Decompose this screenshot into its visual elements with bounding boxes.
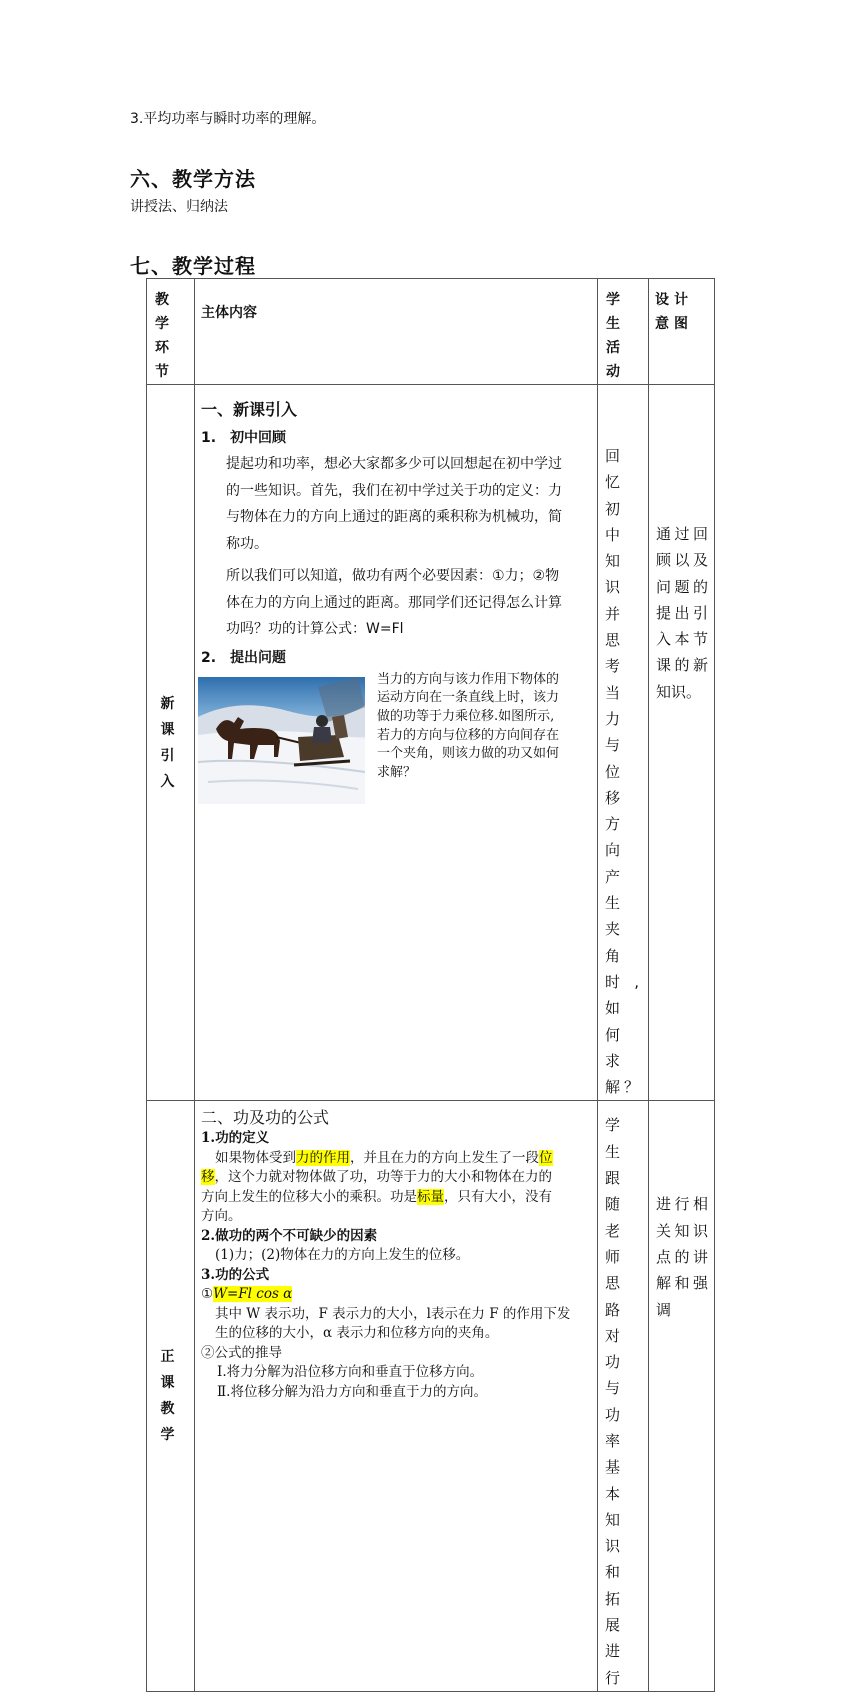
work-formula: W=Fl cos α — [213, 1286, 293, 1303]
factors-body: (1)力；(2)物体在力的方向上发生的位移。 — [215, 1247, 470, 1264]
definition-text: 如果物体受到力的作用，并且在力的方向上发生了一段位 移，这个力就对物体做了功，功等于力的大小和物体在力的 方向上发生的位移大小的乘积。功是标量，只有大小，没有 方向。 — [201, 1149, 553, 1225]
header-stage: 教学环节 — [147, 279, 195, 385]
section6-body: 讲授法、归纳法 — [130, 199, 228, 215]
factors-paragraph: 所以我们可以知道，做功有两个必要因素：①力；②物 体在力的方向上通过的距离。那同学们还记得怎么计算 功吗？功的计算公式：W=Fl — [226, 568, 562, 637]
header-content: 主体内容 — [195, 279, 598, 385]
review-paragraph: 提起功和功率，想必大家都多少可以回想起在初中学过 的一些知识。首先，我们在初中学过关于功的定义：力 与物体在力的方向上通过的距离的乘积称为机械功，简 称功。 — [226, 456, 562, 552]
content-cell-intro — [195, 385, 598, 1101]
header-intent: 设计意图 — [649, 279, 715, 385]
definition-title: 1.功的定义 — [201, 1130, 270, 1147]
activity-cell-main: 学 生 跟 随 老 师 思 路 对 功 与 功 率 基 本 知 识 和 拓 展 进 行 — [598, 1101, 649, 1692]
derivation-title: ②公式的推导 — [201, 1344, 282, 1361]
teaching-process-table — [146, 278, 715, 1692]
intent-cell-intro: 通过回 顾以及 问题的 提出引 入本节 课的新 知识。 — [649, 385, 715, 1101]
formula-explanation: 其中 W 表示功，F 表示力的大小，l表示在力 F 的作用下发 生的位移的大小，α 表示力和位移方向的夹角。 — [215, 1305, 571, 1342]
stage-cell-intro: 新课引入 — [147, 385, 195, 1101]
factors-title: 2.做功的两个不可缺少的因素 — [201, 1227, 378, 1244]
question-text: 当力的方向与该力作用下物体的 运动方向在一条直线上时，该力 做的功等于力乘位移.如图所示, 若力的方向与位移的方向间存在 一个夹角，则该力做的功又如何 求解？ — [377, 671, 560, 781]
intro-heading: 一、新课引入 — [201, 400, 298, 419]
table-header-row — [147, 279, 715, 385]
activity-cell-intro: 回 忆 初 中 知 识 并 思 考 当 力 与 位 移 方 向 产 生 夹 角 时,如 何 求 解？ — [598, 385, 649, 1101]
subheading-question: 2. 提出问题 — [201, 649, 287, 666]
stage-cell-main: 正课教学 — [147, 1101, 195, 1692]
formula-line: ①W=Fl cos α — [201, 1286, 293, 1303]
header-activity: 学生活动 — [598, 279, 649, 385]
horse-sleigh-photo — [198, 677, 365, 804]
section6-title: 六、教学方法 — [130, 167, 256, 191]
formula-title: 3.功的公式 — [201, 1266, 270, 1283]
derivation-steps: Ⅰ.将力分解为沿位移方向和垂直于位移方向。 Ⅱ.将位移分解为沿力方向和垂直于力的方向。 — [217, 1364, 487, 1400]
table-row — [147, 1101, 715, 1692]
main-heading: 二、功及功的公式 — [201, 1108, 330, 1128]
intent-cell-main: 进行相 关知识 点的讲 解和强 调 — [649, 1101, 715, 1692]
section7-title: 七、教学过程 — [130, 254, 256, 278]
intro-line: 3.平均功率与瞬时功率的理解。 — [130, 111, 326, 127]
subheading-review: 1. 初中回顾 — [201, 430, 287, 446]
table-row — [147, 385, 715, 1101]
content-cell-main — [195, 1101, 598, 1692]
